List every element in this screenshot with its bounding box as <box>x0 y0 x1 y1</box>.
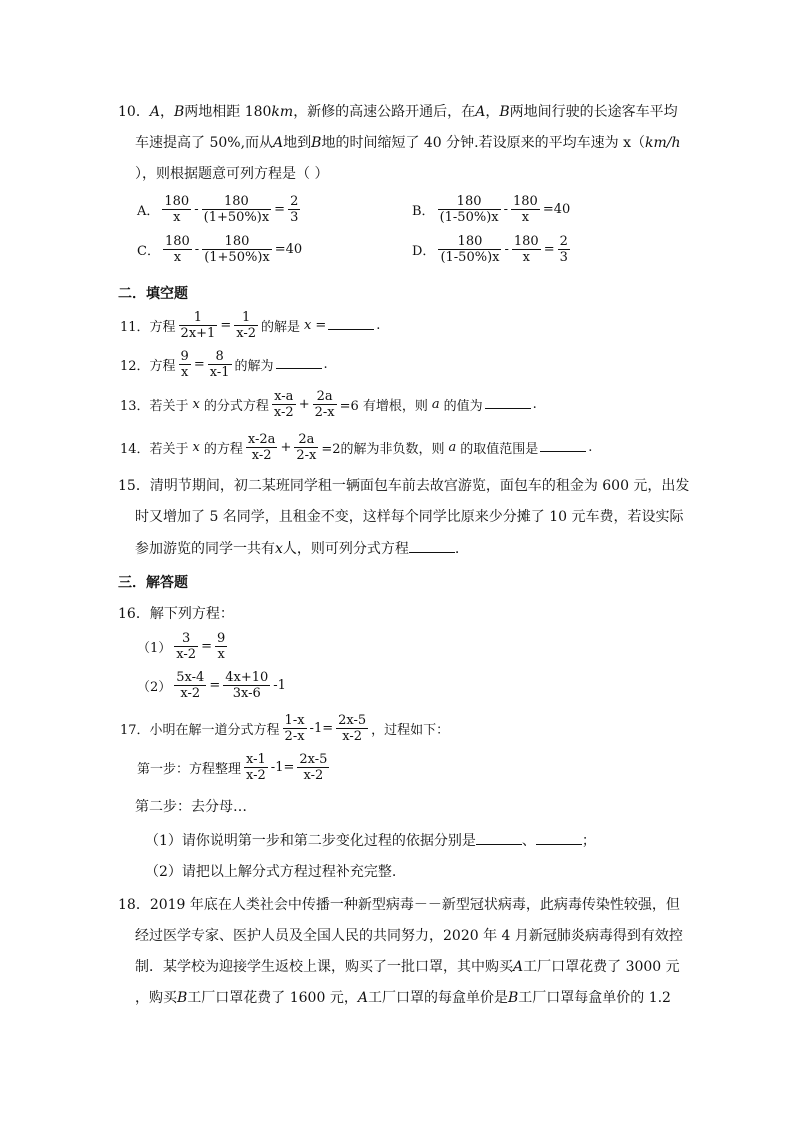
text-q10-opt-B-eq: =40 <box>542 202 571 217</box>
text-q13-a: a <box>431 397 440 412</box>
q10-line1 <box>118 102 678 122</box>
text-q17-f1d: 2-x <box>284 729 305 744</box>
text-q10-line2-a: 车速提高了 50%,而从 <box>135 135 274 151</box>
q14-answer-blank <box>540 437 586 452</box>
text-q10-B: B <box>173 104 185 120</box>
text-q10-opt-A-label: A． <box>137 204 160 219</box>
fraction <box>179 310 218 341</box>
text-q16-p2-f1n: 5x-4 <box>176 670 205 685</box>
fraction <box>288 194 300 225</box>
text-q17-s1mid: -1= <box>270 760 295 775</box>
text-q18-B: B <box>177 990 188 1006</box>
text-q10-line3: ），则根据题意可列方程是（ ） <box>135 166 329 182</box>
text-q12-end: . <box>323 357 328 372</box>
q17-sub1 <box>145 830 596 851</box>
text-q13-end: . <box>532 397 537 412</box>
text-q10-opt-B-f1d: (1-50%)x <box>439 210 499 225</box>
text-q10-minus: - <box>503 202 509 217</box>
text-q10-opt-A-f1d: x <box>173 210 181 225</box>
text-q16-p2-eq: = <box>209 678 221 693</box>
fraction <box>174 631 198 662</box>
text-q14-end: . <box>588 440 593 455</box>
text-q10-line1-a: ， <box>485 104 500 120</box>
text-q18-A: A <box>357 990 368 1006</box>
q17-title <box>118 713 451 744</box>
text-q16-p2-label: （2） <box>137 680 172 695</box>
text-q16-p2-f2n: 4x+10 <box>225 670 269 685</box>
fraction <box>272 389 296 420</box>
fraction <box>202 234 272 265</box>
text-q13-tail: =6 有增根，则 <box>339 399 428 414</box>
q18-line3 <box>135 957 680 977</box>
text-q16-p2-tail: -1 <box>273 678 286 693</box>
text-q14-tail2: 的取值范围是 <box>460 442 539 457</box>
fraction <box>202 194 272 225</box>
text-q17-sub1a: （1）请你说明第一步和第二步变化过程的依据分别是 <box>145 833 476 849</box>
text-q16-p1-label: （1） <box>137 641 172 656</box>
text-q10-opt-A-f2d: (1+50%)x <box>203 210 270 225</box>
text-q12-f2n: 8 <box>208 349 232 365</box>
text-q10-opt-B-f2d: x <box>521 210 530 225</box>
text-q10-opt-D-f3d: 3 <box>559 250 568 265</box>
q13 <box>118 389 539 420</box>
text-q14-f2n: 2a <box>294 432 318 448</box>
text-q18-l3a: 制．某学校为迎接学生返校上课，购买了一批口罩，其中购买 <box>135 959 513 975</box>
text-q10-unit-kmh: km/h <box>644 135 681 151</box>
text-q10-opt-B-label: B． <box>412 204 435 219</box>
text-q17-f2n: 2x-5 <box>338 713 367 728</box>
text-q10-opt-D-f2d: x <box>522 250 530 265</box>
text-q10-opt-A-f2n: 180 <box>202 194 272 210</box>
fraction <box>163 234 192 265</box>
fraction <box>511 194 540 225</box>
text-q15-l3b: 人，则可列分式方程 <box>282 541 409 557</box>
text-q18-l4a: ，购买 <box>135 990 177 1006</box>
text-q16-p1-eq: = <box>201 639 212 654</box>
text-q11-x: x <box>304 318 312 333</box>
q17-step2: 第二步：去分母… <box>135 799 247 815</box>
q18-line4 <box>135 988 671 1008</box>
text-q16-p2-f2d: 3x-6 <box>232 686 261 701</box>
fraction <box>174 670 206 701</box>
text-q17-title-b: ，过程如下： <box>371 723 450 738</box>
text-q10-opt-C-f1d: x <box>173 250 182 265</box>
text-q11-tail: 的解是 <box>261 320 301 335</box>
text-q10-opt-A-f3n: 2 <box>290 194 299 209</box>
q10-line2 <box>135 133 680 153</box>
q17-sub2: （2）请把以上解分式方程过程补充完整. <box>145 864 397 880</box>
text-q18-l3b: 工厂口罩花费了 3000 元 <box>523 959 680 975</box>
q12-answer-blank <box>276 354 322 369</box>
text-q17-f1n: 1-x <box>284 713 305 728</box>
text-q11-f1d: 2x+1 <box>180 326 216 341</box>
text-q12-f1n: 9 <box>180 349 189 364</box>
text-q14-a: a <box>448 440 457 455</box>
text-q17-sub1c: ； <box>581 833 596 849</box>
q16-part1 <box>135 631 228 662</box>
text-q10-opt-D-f1d: (1-50%)x <box>440 250 500 265</box>
q10-line3 <box>135 164 328 184</box>
q10-option-b <box>410 194 572 225</box>
text-q10-line2-c: 地的时间缩短了 40 分钟.若设原来的平均车速为 x（ <box>321 135 645 151</box>
text-q16-p1-f1d: x-2 <box>176 647 197 662</box>
text-q10-line1-d: 两地间行驶的长途客车平均 <box>509 104 678 120</box>
text-q10-A: A <box>149 104 160 120</box>
q11 <box>118 310 382 341</box>
q17-blank-2 <box>536 830 582 845</box>
text-q13-tail2: 的值为 <box>443 399 483 414</box>
text-q10-minus: - <box>194 242 200 257</box>
text-q12-f2d: x-1 <box>209 365 230 380</box>
fraction <box>234 310 258 341</box>
text-q13-mid: 的分式方程 <box>203 399 269 414</box>
text-q12-num: 12．方程 <box>120 359 176 374</box>
fraction <box>313 389 337 420</box>
text-q17-title-a: 17．小明在解一道分式方程 <box>120 723 280 738</box>
text-q10-unit-km: km <box>271 104 294 120</box>
text-q11-f2d: x-2 <box>236 326 257 341</box>
text-q10-A: A <box>273 135 284 151</box>
section-solve-heading: 三．解答题 <box>118 575 188 591</box>
text-q11-end: . <box>376 318 381 333</box>
text-q14-num: 14．若关于 <box>120 442 189 457</box>
q14 <box>118 432 594 463</box>
text-q13-num: 13．若关于 <box>120 399 189 414</box>
q16-title: 16．解下列方程： <box>118 606 234 622</box>
text-q10-opt-C-f2n: 180 <box>202 234 272 250</box>
text-q17-step1: 第一步：方程整理 <box>137 762 242 777</box>
text-q13-plus: + <box>298 397 310 412</box>
text-q14-tail: =2的解为非负数，则 <box>321 442 445 457</box>
text-q14-mid: 的方程 <box>203 442 243 457</box>
text-q10-opt-D-f1n: 180 <box>438 234 501 250</box>
text-q10-line1-c: ，新修的高速公路开通后，在 <box>293 104 476 120</box>
section-fill-in-heading: 二．填空题 <box>118 286 188 302</box>
text-q16-p2-f1d: x-2 <box>180 686 201 701</box>
text-q17-s2n: 2x-5 <box>299 752 328 767</box>
fraction <box>179 349 191 380</box>
text-q11-num: 11．方程 <box>120 320 176 335</box>
q16-part2 <box>135 670 288 701</box>
text-q10-opt-D-label: D． <box>412 244 436 259</box>
text-q10-B: B <box>499 104 510 120</box>
text-q10-B: B <box>311 135 322 151</box>
text-q18-B: B <box>507 990 519 1006</box>
text-q12-tail: 的解为 <box>234 359 274 374</box>
text-q15-l3a: 参加游览的同学一共有 <box>135 541 275 557</box>
text-q14-f1d: x-2 <box>251 448 272 463</box>
text-q10-opt-C-eq: =40 <box>274 242 303 257</box>
text-q10-A: A <box>475 104 486 120</box>
text-q18-l4b: 工厂口罩花费了 1600 元， <box>187 990 358 1006</box>
q17-step1 <box>135 752 330 783</box>
q15-answer-blank <box>409 538 455 553</box>
text-q17-s1d: x-2 <box>246 768 266 783</box>
text-q10-opt-A-f3d: 3 <box>290 210 299 225</box>
fraction <box>294 432 318 463</box>
text-q10-opt-C-label: C． <box>137 244 160 259</box>
text-q11-f1n: 1 <box>179 310 218 326</box>
text-q13-f1n: x-a <box>272 389 296 405</box>
text-q12-f1d: x <box>181 365 189 380</box>
text-q17-s1n: x-1 <box>246 752 266 767</box>
text-q13-x: x <box>192 397 200 412</box>
text-q10-opt-B-f2n: 180 <box>513 194 538 209</box>
text-q14-f1n: x-2a <box>247 432 276 447</box>
text-q10-opt-D-f2n: 180 <box>513 234 539 249</box>
text-q11-tail2: = <box>315 318 327 333</box>
text-q11-f2n: 1 <box>234 310 258 326</box>
text-q14-plus: + <box>280 440 292 455</box>
text-q10-num: 10． <box>118 104 150 120</box>
text-q13-f2d: 2-x <box>314 405 335 420</box>
q17-blank-1 <box>476 830 522 845</box>
text-q12-eq: = <box>193 357 205 372</box>
text-q10-opt-A-eq: = <box>274 202 286 217</box>
fraction <box>283 713 307 744</box>
text-q10-minus: - <box>194 202 199 217</box>
text-q18-l4c: 工厂口罩的每盒单价是 <box>367 990 508 1006</box>
text-q17-mid: -1= <box>309 721 334 736</box>
q11-answer-blank <box>328 315 374 330</box>
q18-line2: 经过医学专家、医护人员及全国人民的共同努力，2020 年 4 月新冠肺炎病毒得到有效控 <box>135 928 683 944</box>
text-q17-s2d: x-2 <box>303 768 324 783</box>
text-q10-line1-a: ， <box>159 104 174 120</box>
text-q15-end: . <box>454 541 460 557</box>
fraction <box>162 194 191 225</box>
text-q17-f2d: x-2 <box>342 729 363 744</box>
text-q10-opt-D-f3n: 2 <box>559 234 568 249</box>
fraction <box>438 234 501 265</box>
q10-option-a <box>135 194 301 225</box>
text-q18-l4d: 工厂口罩每盒单价的 1.2 <box>518 990 671 1006</box>
fraction <box>297 752 329 783</box>
text-q15-x: x <box>275 541 283 557</box>
fraction <box>215 631 227 662</box>
text-q10-opt-B-f1n: 180 <box>438 194 501 210</box>
text-q10-opt-A-f1n: 180 <box>164 194 190 209</box>
fraction <box>438 194 501 225</box>
text-q16-p1-f1n: 3 <box>174 631 198 647</box>
text-q17-sub1b: 、 <box>521 833 536 849</box>
text-q11-eq: = <box>220 318 232 333</box>
text-q16-p1-f2d: x <box>217 647 225 662</box>
text-q10-minus: - <box>504 242 509 257</box>
text-q18-A: A <box>513 959 524 975</box>
q10-option-c <box>135 234 304 265</box>
text-q14-x: x <box>192 440 200 455</box>
fraction <box>558 234 570 265</box>
q15-line1: 15．清明节期间，初二某班同学租一辆面包车前去故宫游览，面包车的租金为 600 元，出发 <box>118 478 690 494</box>
q10-option-d <box>410 234 571 265</box>
text-q13-f1d: x-2 <box>273 405 294 420</box>
text-q10-opt-C-f2d: (1+50%)x <box>204 250 270 265</box>
text-q10-opt-D-eq: = <box>543 242 555 257</box>
text-q16-p1-f2n: 9 <box>216 631 226 646</box>
fraction <box>244 752 268 783</box>
text-q10-opt-C-f1n: 180 <box>164 234 190 249</box>
text-q14-f2d: 2-x <box>296 448 317 463</box>
fraction <box>336 713 368 744</box>
q15-line2: 时又增加了 5 名同学，且租金不变，这样每个同学比原来少分摊了 10 元车费，若设实际 <box>135 509 684 525</box>
fraction <box>512 234 541 265</box>
text-q13-f2n: 2a <box>313 389 337 405</box>
q12 <box>118 349 330 380</box>
q13-answer-blank <box>485 394 531 409</box>
fraction <box>246 432 278 463</box>
q15-line3 <box>135 538 459 559</box>
text-q10-line2-b: 地到 <box>283 135 312 151</box>
q18-line1: 18．2019 年底在人类社会中传播一种新型病毒－－新型冠状病毒，此病毒传染性较强，但 <box>118 897 680 913</box>
fraction <box>223 670 270 701</box>
text-q10-line1-b: 两地相距 180 <box>184 104 272 120</box>
fraction <box>208 349 232 380</box>
